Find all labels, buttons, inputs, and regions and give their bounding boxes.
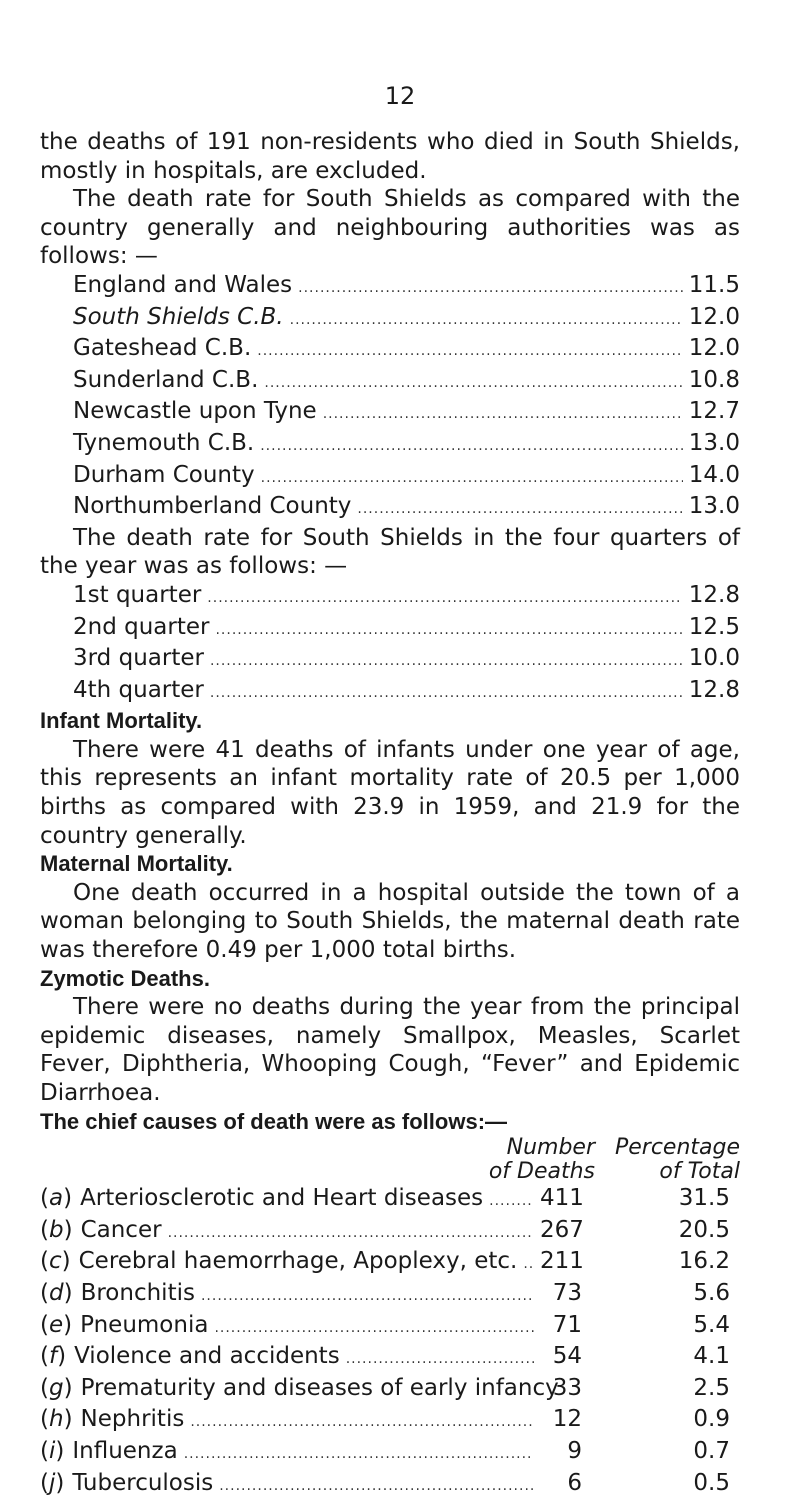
- leader-dots: [290, 306, 683, 335]
- leader-dots: [346, 1345, 534, 1374]
- quarter-row: [40, 676, 740, 708]
- comparison-row: [40, 271, 740, 303]
- cause-name: Prematurity and diseases of early infancy: [80, 1374, 559, 1401]
- comparison-row: [40, 366, 740, 398]
- comparison-row: [40, 461, 740, 493]
- rate-value: 10.8: [688, 366, 740, 393]
- infant-mortality-text: There were 41 deaths of infants under one year of age, this represents an infant mortality rate of 20.5 per 1,000 births as compared with 23.9 in 1959, and 21.9 for the country generally.: [40, 736, 740, 849]
- leader-dots: [210, 679, 683, 708]
- cause-row: (e) Pneumonia ..... 71 5.4: [40, 1311, 740, 1343]
- leader-dots: [264, 369, 682, 398]
- quarter-label: 2nd quarter: [73, 613, 210, 640]
- quarter-row: [40, 613, 740, 645]
- cause-row: (c) Cerebral haemorrhage, Apoplexy, etc. ..... 211 16.2: [40, 1247, 740, 1279]
- zymotic-deaths-text: There were no deaths during the year from the principal epidemic diseases, namely Smallpox, Measles, Scarlet Fever, Diphtheria, Whooping Cough, “Fever” and Epidemic Diarrhoea.: [40, 994, 740, 1106]
- leader-dots: [261, 464, 683, 493]
- cause-number: 211: [540, 1248, 584, 1275]
- cause-letter: d: [48, 1279, 64, 1306]
- leader-dots: [323, 400, 683, 429]
- area-label: South Shields C.B.: [73, 303, 284, 330]
- comparison-row: [40, 334, 740, 366]
- zymotic-deaths-heading: Zymotic Deaths.: [40, 965, 210, 991]
- area-label: Sunderland C.B.: [73, 366, 259, 393]
- percentage-column-header: Percentage: [614, 1135, 740, 1161]
- area-label: Durham County: [73, 461, 255, 488]
- cause-name: Cerebral haemorrhage, Apoplexy, etc.: [78, 1248, 518, 1275]
- cause-number: 411: [540, 1185, 584, 1212]
- cause-name: Arteriosclerotic and Heart diseases: [80, 1185, 484, 1212]
- quarter-value: 12.8: [688, 581, 740, 608]
- causes-heading: The chief causes of death were as follows:—: [40, 1108, 508, 1134]
- leader-dots: [201, 1282, 534, 1311]
- quarter-row: [40, 644, 740, 676]
- rate-value: 13.0: [688, 493, 740, 520]
- cause-name: Pneumonia: [80, 1311, 209, 1338]
- comparison-row: [40, 492, 740, 524]
- rate-value: 12.0: [688, 335, 740, 362]
- cause-number: 71: [552, 1311, 582, 1338]
- quarter-row: [40, 581, 740, 613]
- leader-dots: [260, 432, 683, 461]
- cause-name: Bronchitis: [80, 1279, 195, 1306]
- leader-dots: [210, 647, 683, 676]
- cause-letter: c: [48, 1248, 62, 1275]
- cause-percentage: 16.2: [678, 1248, 730, 1275]
- leader-dots: [257, 337, 683, 366]
- quarter-label: 4th quarter: [73, 676, 204, 703]
- cause-letter: f: [48, 1343, 58, 1370]
- cause-percentage: 5.4: [693, 1311, 730, 1338]
- area-label: Gateshead C.B.: [73, 335, 252, 362]
- cause-percentage: 31.5: [678, 1185, 730, 1212]
- cause-row: (j) Tuberculosis ..... 6 0.5: [40, 1469, 740, 1500]
- cause-percentage: 0.7: [693, 1437, 730, 1464]
- leader-dots: [168, 1219, 534, 1248]
- area-label: England and Wales: [73, 271, 293, 298]
- number-column-subheader: of Deaths: [488, 1159, 595, 1185]
- leader-dots: [357, 495, 682, 524]
- cause-number: 73: [552, 1279, 582, 1306]
- rate-value: 12.0: [688, 303, 740, 330]
- leader-dots: [489, 1187, 534, 1216]
- page-number: 12: [384, 82, 416, 110]
- comparison-intro: The death rate for South Shields as compared with the country generally and neighbouring authorities was as follows: —: [40, 186, 740, 270]
- area-label: Tynemouth C.B.: [73, 429, 255, 456]
- cause-letter: h: [48, 1406, 64, 1433]
- cause-name: Tuberculosis: [72, 1469, 214, 1496]
- rate-value: 11.5: [688, 271, 740, 298]
- leader-dots: [215, 616, 682, 645]
- rate-value: 14.0: [688, 461, 740, 488]
- leader-dots: [298, 274, 683, 303]
- report-body: [40, 128, 740, 1500]
- cause-name: Influenza: [72, 1437, 178, 1464]
- leader-dots: [523, 1250, 534, 1279]
- comparison-row: [40, 397, 740, 429]
- cause-percentage: 0.9: [693, 1406, 730, 1433]
- leader-dots: [184, 1440, 534, 1469]
- quarter-value: 12.8: [688, 676, 740, 703]
- cause-row: (b) Cancer ..... 267 20.5: [40, 1216, 740, 1248]
- cause-number: 9: [567, 1437, 582, 1464]
- infant-mortality-heading: Infant Mortality.: [40, 708, 203, 734]
- cause-number: 54: [552, 1343, 582, 1370]
- causes-table: [40, 1184, 740, 1500]
- area-label: Newcastle upon Tyne: [73, 398, 317, 425]
- rate-value: 12.7: [688, 398, 740, 425]
- cause-row: (f) Violence and accidents ..... 54 4.1: [40, 1342, 740, 1374]
- number-column-header: Number: [506, 1135, 595, 1161]
- leader-dots: [190, 1408, 534, 1437]
- maternal-mortality-text: One death occurred in a hospital outside the town of a woman belonging to South Shields, the maternal death rate was therefore 0.49 per 1,000 total births.: [40, 879, 740, 964]
- cause-number: 12: [552, 1406, 582, 1433]
- cause-percentage: 2.5: [693, 1374, 730, 1401]
- cause-row: (d) Bronchitis ..... 73 5.6: [40, 1279, 740, 1311]
- maternal-mortality-heading: Maternal Mortality.: [40, 851, 233, 877]
- quarter-value: 10.0: [688, 645, 740, 672]
- leader-dots: [219, 1472, 534, 1500]
- cause-letter: a: [48, 1185, 64, 1212]
- comparison-list: [40, 271, 740, 524]
- cause-percentage: 0.5: [693, 1469, 730, 1496]
- cause-letter: e: [48, 1311, 64, 1338]
- area-label: Northumberland County: [73, 493, 352, 520]
- comparison-row: [40, 303, 740, 335]
- cause-name: Nephritis: [80, 1406, 185, 1433]
- cause-letter: b: [48, 1216, 64, 1243]
- quarter-label: 1st quarter: [73, 581, 202, 608]
- quarter-value: 12.5: [688, 613, 740, 640]
- cause-name: Violence and accidents: [74, 1343, 340, 1370]
- cause-letter: i: [48, 1437, 56, 1464]
- cause-row: (h) Nephritis ..... 12 0.9: [40, 1405, 740, 1437]
- quarters-list: [40, 581, 740, 707]
- cause-row: (a) Arteriosclerotic and Heart diseases ..... 411 31.5: [40, 1184, 740, 1216]
- leader-dots: [207, 584, 682, 613]
- cause-row: (i) Influenza ..... 9 0.7: [40, 1437, 740, 1469]
- cause-letter: j: [48, 1469, 56, 1496]
- quarters-intro: The death rate for South Shields in the four quarters of the year was as follows: —: [40, 524, 740, 580]
- cause-number: 33: [552, 1374, 582, 1401]
- rate-value: 13.0: [688, 429, 740, 456]
- quarter-label: 3rd quarter: [73, 645, 204, 672]
- comparison-row: [40, 429, 740, 461]
- cause-letter: g: [48, 1374, 64, 1401]
- cause-number: 6: [567, 1469, 582, 1496]
- causes-column-headers: [40, 1136, 740, 1160]
- leader-dots: [214, 1314, 534, 1343]
- cause-number: 267: [540, 1216, 584, 1243]
- cause-percentage: 5.6: [693, 1279, 730, 1306]
- cause-percentage: 20.5: [678, 1216, 730, 1243]
- cause-percentage: 4.1: [693, 1343, 730, 1370]
- cause-name: Cancer: [80, 1216, 162, 1243]
- percentage-column-subheader: of Total: [659, 1159, 740, 1185]
- cause-row: (g) Prematurity and diseases of early infancy 33 2.5: [40, 1374, 740, 1406]
- causes-column-headers-2: [40, 1160, 740, 1184]
- intro-paragraph: the deaths of 191 non-residents who died in South Shields, mostly in hospitals, are excluded.: [40, 129, 740, 184]
